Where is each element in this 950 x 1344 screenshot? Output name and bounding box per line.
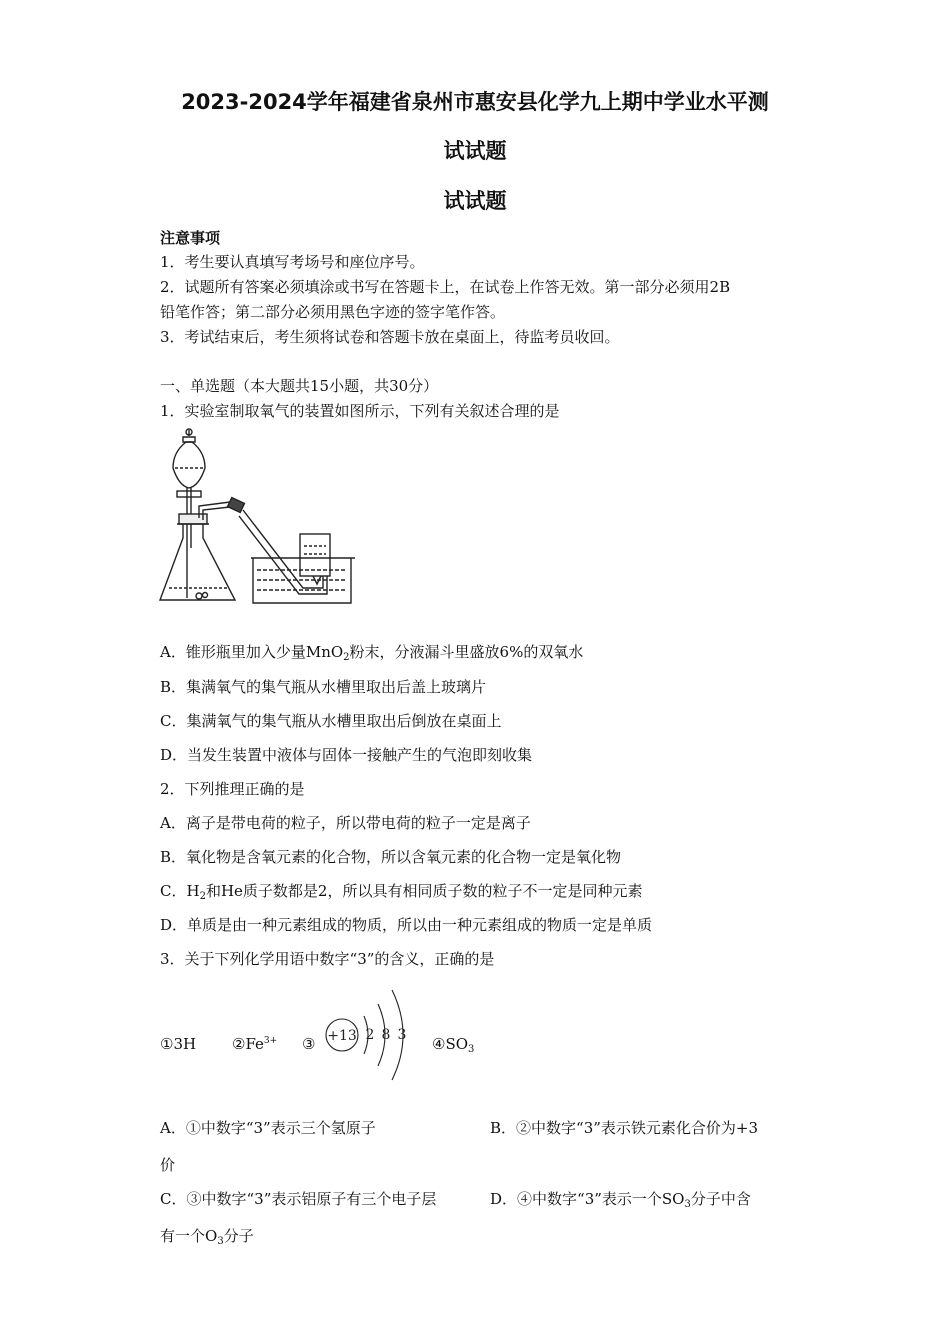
atom-shell-2-label: 8 [381, 1027, 391, 1043]
page-title: 2023-2024学年福建省泉州市惠安县化学九上期中学业水平测 [181, 90, 769, 114]
question-1-stem: 1．实验室制取氧气的装置如图所示，下列有关叙述合理的是 [160, 402, 560, 420]
question-2-option-c: C．$H_2$和He质子数都是2，所以具有相同质子数的粒子不一定是同种元素 [160, 882, 643, 902]
question-3-option-c: C．③中数字“3”表示铝原子有三个电子层 [160, 1190, 437, 1208]
question-2-option-d: D．单质是由一种元素组成的物质，所以由一种元素组成的物质一定是单质 [160, 916, 653, 934]
notes-item: 1．考生要认真填写考场号和座位序号。 [160, 253, 425, 271]
atom-shell-3-label: 3 [397, 1027, 407, 1043]
question-1-option-a: A．锥形瓶里加入少量MnO$_2$粉末，分液漏斗里盛放6%的双氧水 [160, 643, 584, 663]
question-3-option-d-cont: 有一个$O_3$分子 [160, 1227, 254, 1247]
question-1-option-d: D．当发生装置中液体与固体一接触产生的气泡即刻收集 [160, 746, 533, 764]
question-3-stem: 3．关于下列化学用语中数字“3”的含义，正确的是 [160, 950, 495, 968]
notes-heading: 注意事项 [160, 229, 221, 247]
atom-nucleus-label: +13 [327, 1028, 357, 1044]
section-heading: 一、单选题（本大题共15小题，共30分） [160, 377, 439, 395]
question-2-stem: 2．下列推理正确的是 [160, 780, 305, 798]
question-3-option-b: B．②中数字“3”表示铁元素化合价为+3 [490, 1119, 759, 1137]
notes-item: 铅笔作答；第二部分必须用黑色字迹的签字笔作答。 [160, 303, 506, 321]
question-2-option-a: A．离子是带电荷的粒子，所以带电荷的粒子一定是离子 [160, 814, 531, 832]
page-subtitle: 试试题 [443, 189, 507, 213]
notes-item: 2．试题所有答案必须填涂或书写在答题卡上，在试卷上作答无效。第一部分必须用2B [160, 278, 731, 296]
question-3-option-a: A．①中数字“3”表示三个氢原子 [160, 1119, 376, 1137]
question-3-option-d: D．④中数字“3”表示一个$SO_3$分子中含 [490, 1190, 751, 1210]
page-title-line2: 试试题 [443, 139, 507, 163]
question-2-option-b: B．氧化物是含氧元素的化合物，所以含氧元素的化合物一定是氧化物 [160, 848, 622, 866]
oxygen-apparatus-diagram [155, 428, 365, 610]
symbol-1: ①3H [160, 1035, 197, 1053]
symbol-4: $④SO_3$ [432, 1035, 475, 1055]
question-1-option-b: B．集满氧气的集气瓶从水槽里取出后盖上玻璃片 [160, 678, 487, 696]
question-3-option-b-cont: 价 [160, 1156, 176, 1174]
atom-shell-1-label: 2 [365, 1027, 375, 1043]
symbol-2: $②Fe^{3+}$ [232, 1035, 278, 1053]
aluminum-atom-structure-diagram [320, 980, 425, 1090]
question-1-option-c: C．集满氧气的集气瓶从水槽里取出后倒放在桌面上 [160, 712, 502, 730]
notes-item: 3．考试结束后，考生须将试卷和答题卡放在桌面上，待监考员收回。 [160, 328, 620, 346]
symbol-3: ③ [302, 1035, 316, 1053]
